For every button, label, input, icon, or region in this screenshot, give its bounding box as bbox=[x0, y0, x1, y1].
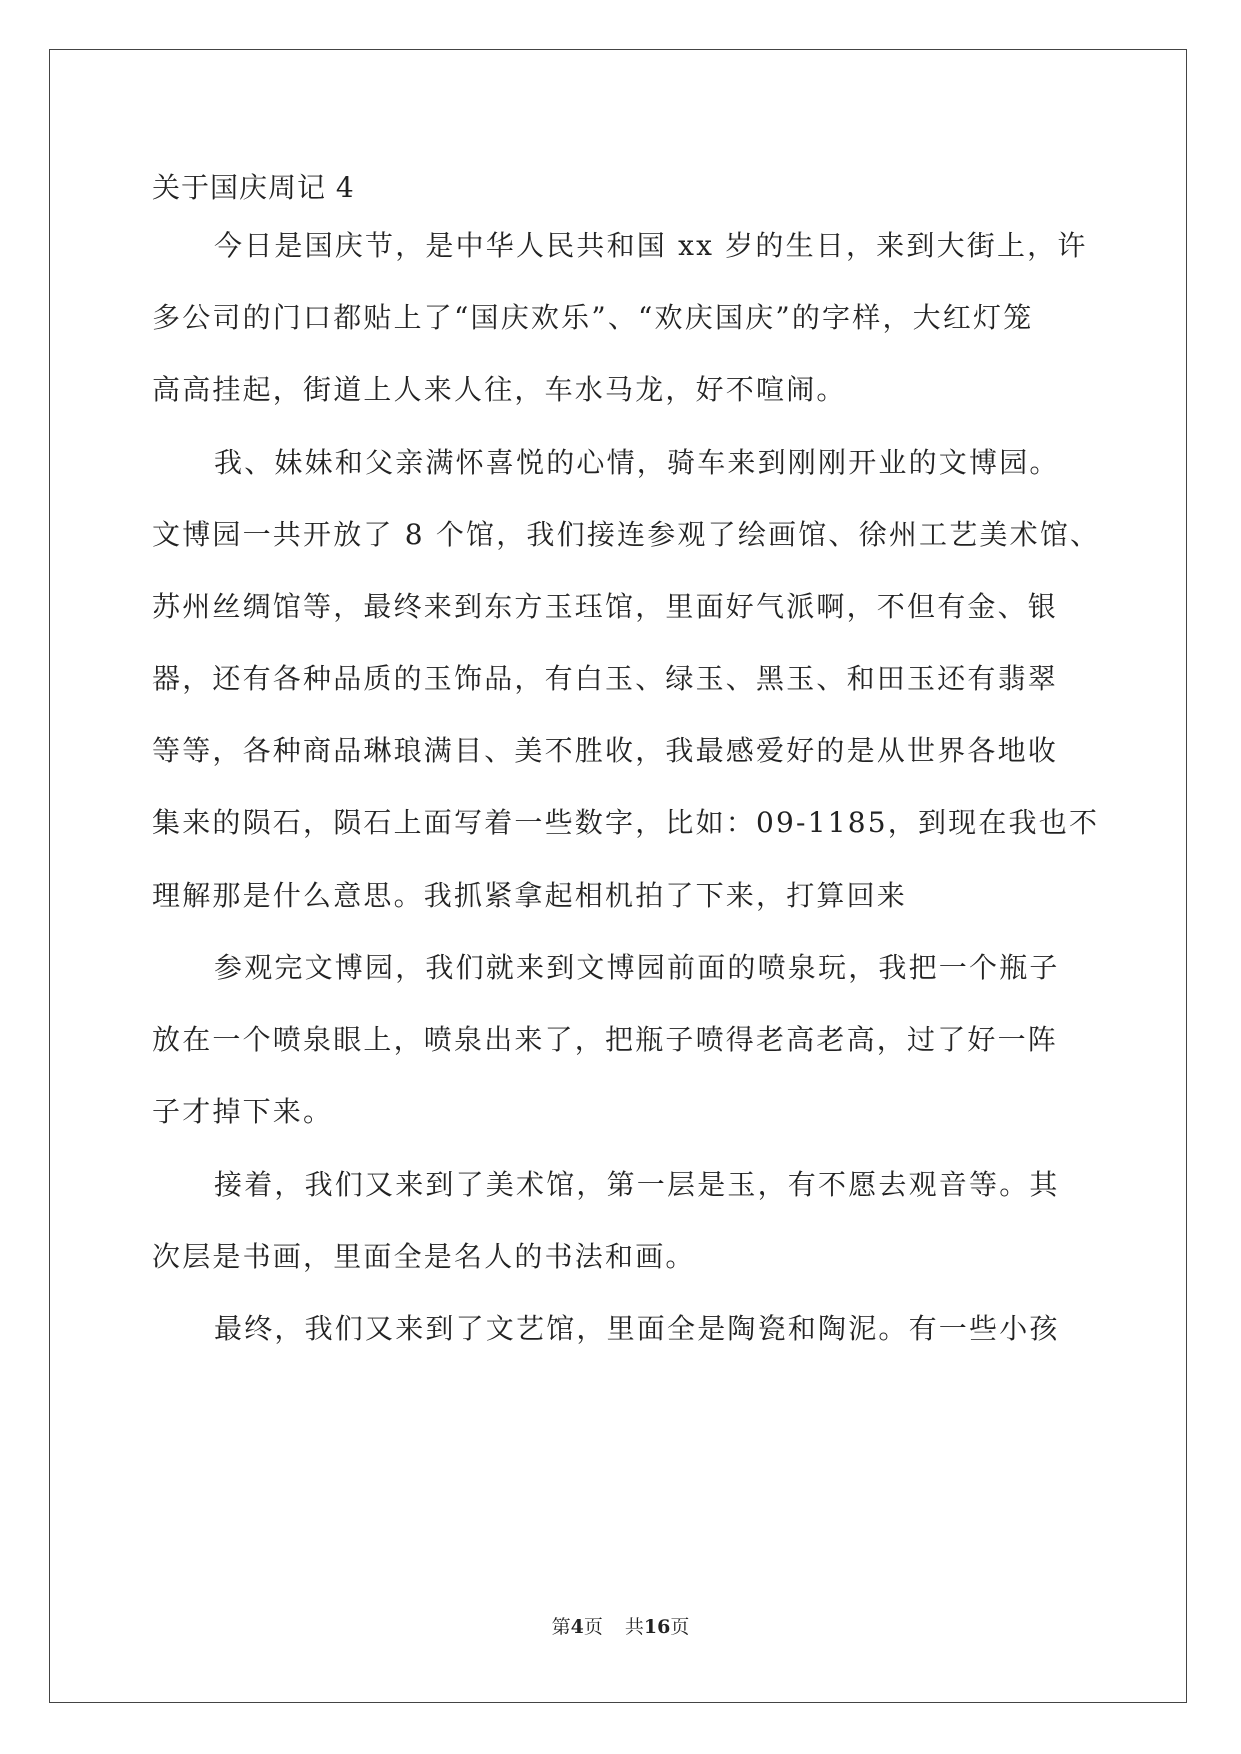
body-line-9: 集来的陨石，陨石上面写着一些数字，比如：09-1185，到现在我也不 bbox=[152, 806, 1100, 839]
body-line-10: 理解那是什么意思。我抓紧拿起相机拍了下来，打算回来 bbox=[152, 879, 908, 912]
footer-page-prefix: 第 bbox=[551, 1616, 571, 1638]
body-line-1: 今日是国庆节，是中华人民共和国 xx 岁的生日，来到大街上，许 bbox=[214, 229, 1088, 262]
body-line-3: 高高挂起，街道上人来人往，车水马龙，好不喧闹。 bbox=[152, 373, 847, 406]
footer-total-prefix: 共 bbox=[624, 1616, 644, 1638]
body-line-15: 次层是书画，里面全是名人的书法和画。 bbox=[152, 1240, 696, 1273]
body-line-4: 我、妹妹和父亲满怀喜悦的心情，骑车来到刚刚开业的文博园。 bbox=[214, 446, 1060, 479]
document-title: 关于国庆周记 4 bbox=[152, 171, 355, 204]
body-line-11: 参观完文博园，我们就来到文博园前面的喷泉玩，我把一个瓶子 bbox=[214, 951, 1060, 984]
body-line-14: 接着，我们又来到了美术馆，第一层是玉，有不愿去观音等。其 bbox=[214, 1168, 1060, 1201]
body-line-16: 最终，我们又来到了文艺馆，里面全是陶瓷和陶泥。有一些小孩 bbox=[214, 1312, 1060, 1345]
body-line-5: 文博园一共开放了 8 个馆，我们接连参观了绘画馆、徐州工艺美术馆、 bbox=[152, 518, 1101, 551]
footer-page-number: 4 bbox=[570, 1616, 584, 1638]
body-line-6: 苏州丝绸馆等，最终来到东方玉珏馆，里面好气派啊，不但有金、银 bbox=[152, 590, 1059, 623]
footer-page-unit: 页 bbox=[583, 1616, 603, 1638]
body-line-13: 子才掉下来。 bbox=[152, 1095, 334, 1128]
body-line-2: 多公司的门口都贴上了“国庆欢乐”、“欢庆国庆”的字样，大红灯笼 bbox=[152, 301, 1034, 334]
footer-total-unit: 页 bbox=[670, 1616, 690, 1638]
body-line-8: 等等，各种商品琳琅满目、美不胜收，我最感爱好的是从世界各地收 bbox=[152, 734, 1059, 767]
footer-total-pages: 16 bbox=[643, 1616, 671, 1638]
body-line-12: 放在一个喷泉眼上，喷泉出来了，把瓶子喷得老高老高，过了好一阵 bbox=[152, 1023, 1059, 1056]
body-line-7: 器，还有各种品质的玉饰品，有白玉、绿玉、黑玉、和田玉还有翡翠 bbox=[152, 662, 1059, 695]
page-footer bbox=[0, 1614, 1241, 1640]
